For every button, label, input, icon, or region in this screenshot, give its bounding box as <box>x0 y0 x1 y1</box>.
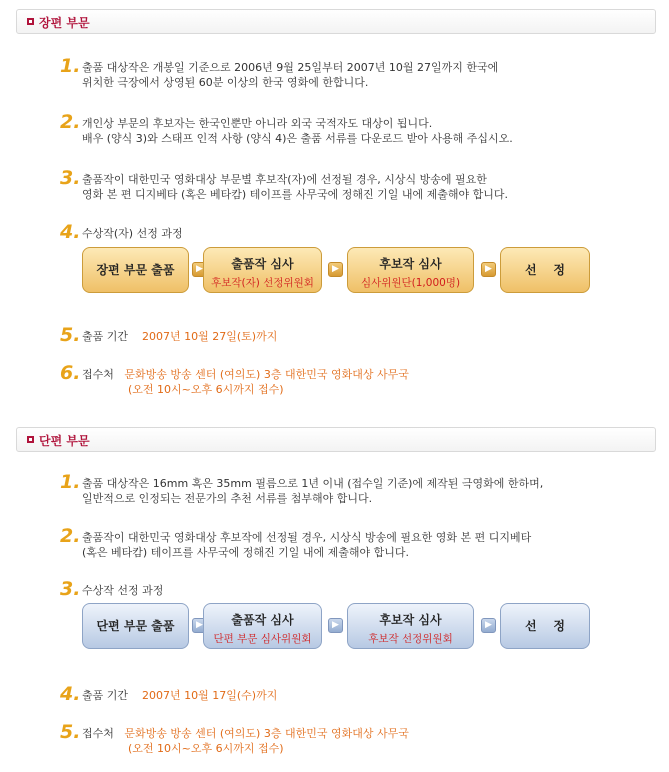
item-label: 출품 기간 <box>82 689 129 702</box>
item-number: 3 . <box>60 167 80 189</box>
item-text: 영화 본 편 디지베타 (혹은 베타캄) 테이프를 사무국에 정해진 기일 내에 제출해야 합니다. <box>82 188 508 201</box>
item-number: 6 . <box>60 362 80 384</box>
flow-step-title: 후보작 심사 <box>379 613 442 627</box>
arrow-right-icon: ▶ <box>481 618 496 633</box>
flow-step-subtitle: 후보작 선정위원회 <box>368 633 453 645</box>
item-number: 2 . <box>60 111 80 133</box>
flow-step <box>347 603 474 649</box>
flow-step-subtitle: 단편 부문 심사위원회 <box>213 633 312 645</box>
arrow-right-icon: ▶ <box>328 262 343 277</box>
flow-step <box>203 603 322 649</box>
item-label: 수상작 선정 과정 <box>82 584 164 597</box>
flow-step <box>500 603 590 649</box>
item-number: 1 . <box>60 55 80 77</box>
item-number: 4 . <box>60 683 80 705</box>
item-value: 문화방송 방송 센터 (여의도) 3층 대한민국 영화대상 사무국 <box>124 368 409 381</box>
item-text: 출품작이 대한민국 영화대상 부문별 후보작(자)에 선정될 경우, 시상식 방송에 필요한 <box>82 173 487 186</box>
item-value: (오전 10시~오후 6시까지 접수) <box>128 383 284 396</box>
arrow-right-icon: ▶ <box>328 618 343 633</box>
flow-step-title: 출품작 심사 <box>231 613 294 627</box>
square-bullet-icon <box>27 18 34 25</box>
flow-step-title: 출품작 심사 <box>231 257 294 271</box>
section-header-feature <box>16 9 656 34</box>
flow-step-title: 단편 부문 출품 <box>96 619 175 633</box>
flow-step <box>82 247 189 293</box>
item-number: 5 . <box>60 721 80 743</box>
section-title: 단편 부문 <box>39 434 90 448</box>
item-number: 5 . <box>60 324 80 346</box>
item-number: 2 . <box>60 525 80 547</box>
flow-step <box>203 247 322 293</box>
item-value: 2007년 10월 27일(토)까지 <box>142 330 278 343</box>
flow-step <box>82 603 189 649</box>
arrow-right-icon: ▶ <box>192 262 207 277</box>
item-number: 4 . <box>60 221 80 243</box>
square-bullet-icon <box>27 436 34 443</box>
item-text: 개인상 부문의 후보자는 한국인뿐만 아니라 외국 국적자도 대상이 됩니다. <box>82 117 433 130</box>
item-label: 접수처 <box>82 368 114 381</box>
item-number: 3 . <box>60 578 80 600</box>
flow-step-subtitle: 심사위원단(1,000명) <box>360 277 461 289</box>
item-label: 출품 기간 <box>82 330 129 343</box>
flow-step <box>500 247 590 293</box>
item-text: 출품 대상작은 16mm 혹은 35mm 필름으로 1년 이내 (접수일 기준)에 제작된 극영화에 한하며, <box>82 477 544 490</box>
item-number: 1 . <box>60 471 80 493</box>
arrow-right-icon: ▶ <box>192 618 207 633</box>
flow-step <box>347 247 474 293</box>
item-label: 수상작(자) 선정 과정 <box>82 227 183 240</box>
item-text: 위치한 극장에서 상영된 60분 이상의 한국 영화에 한합니다. <box>82 76 369 89</box>
flow-step-title: 선 정 <box>525 619 565 633</box>
section-title: 장편 부문 <box>39 16 90 30</box>
item-label: 접수처 <box>82 727 114 740</box>
item-text: 배우 (양식 3)와 스태프 인적 사항 (양식 4)은 출품 서류를 다운로드 받아 사용해 주십시오. <box>82 132 513 145</box>
flow-step-subtitle: 후보작(자) 선정위원회 <box>211 277 314 289</box>
item-text: 출품작이 대한민국 영화대상 후보작에 선정될 경우, 시상식 방송에 필요한 영화 본 편 디지베타 <box>82 531 532 544</box>
item-value: (오전 10시~오후 6시까지 접수) <box>128 742 284 755</box>
item-value: 문화방송 방송 센터 (여의도) 3층 대한민국 영화대상 사무국 <box>124 727 409 740</box>
arrow-right-icon: ▶ <box>481 262 496 277</box>
flow-step-title: 선 정 <box>525 263 565 277</box>
item-value: 2007년 10월 17일(수)까지 <box>142 689 278 702</box>
item-text: 일반적으로 인정되는 전문가의 추천 서류를 첨부해야 합니다. <box>82 492 373 505</box>
flow-step-title: 후보작 심사 <box>379 257 442 271</box>
section-header-short <box>16 427 656 452</box>
item-text: 출품 대상작은 개봉일 기준으로 2006년 9월 25일부터 2007년 10월 27일까지 한국에 <box>82 61 499 74</box>
flow-step-title: 장편 부문 출품 <box>96 263 175 277</box>
item-text: (혹은 베타캄) 테이프를 사무국에 정해진 기일 내에 제출해야 합니다. <box>82 546 409 559</box>
